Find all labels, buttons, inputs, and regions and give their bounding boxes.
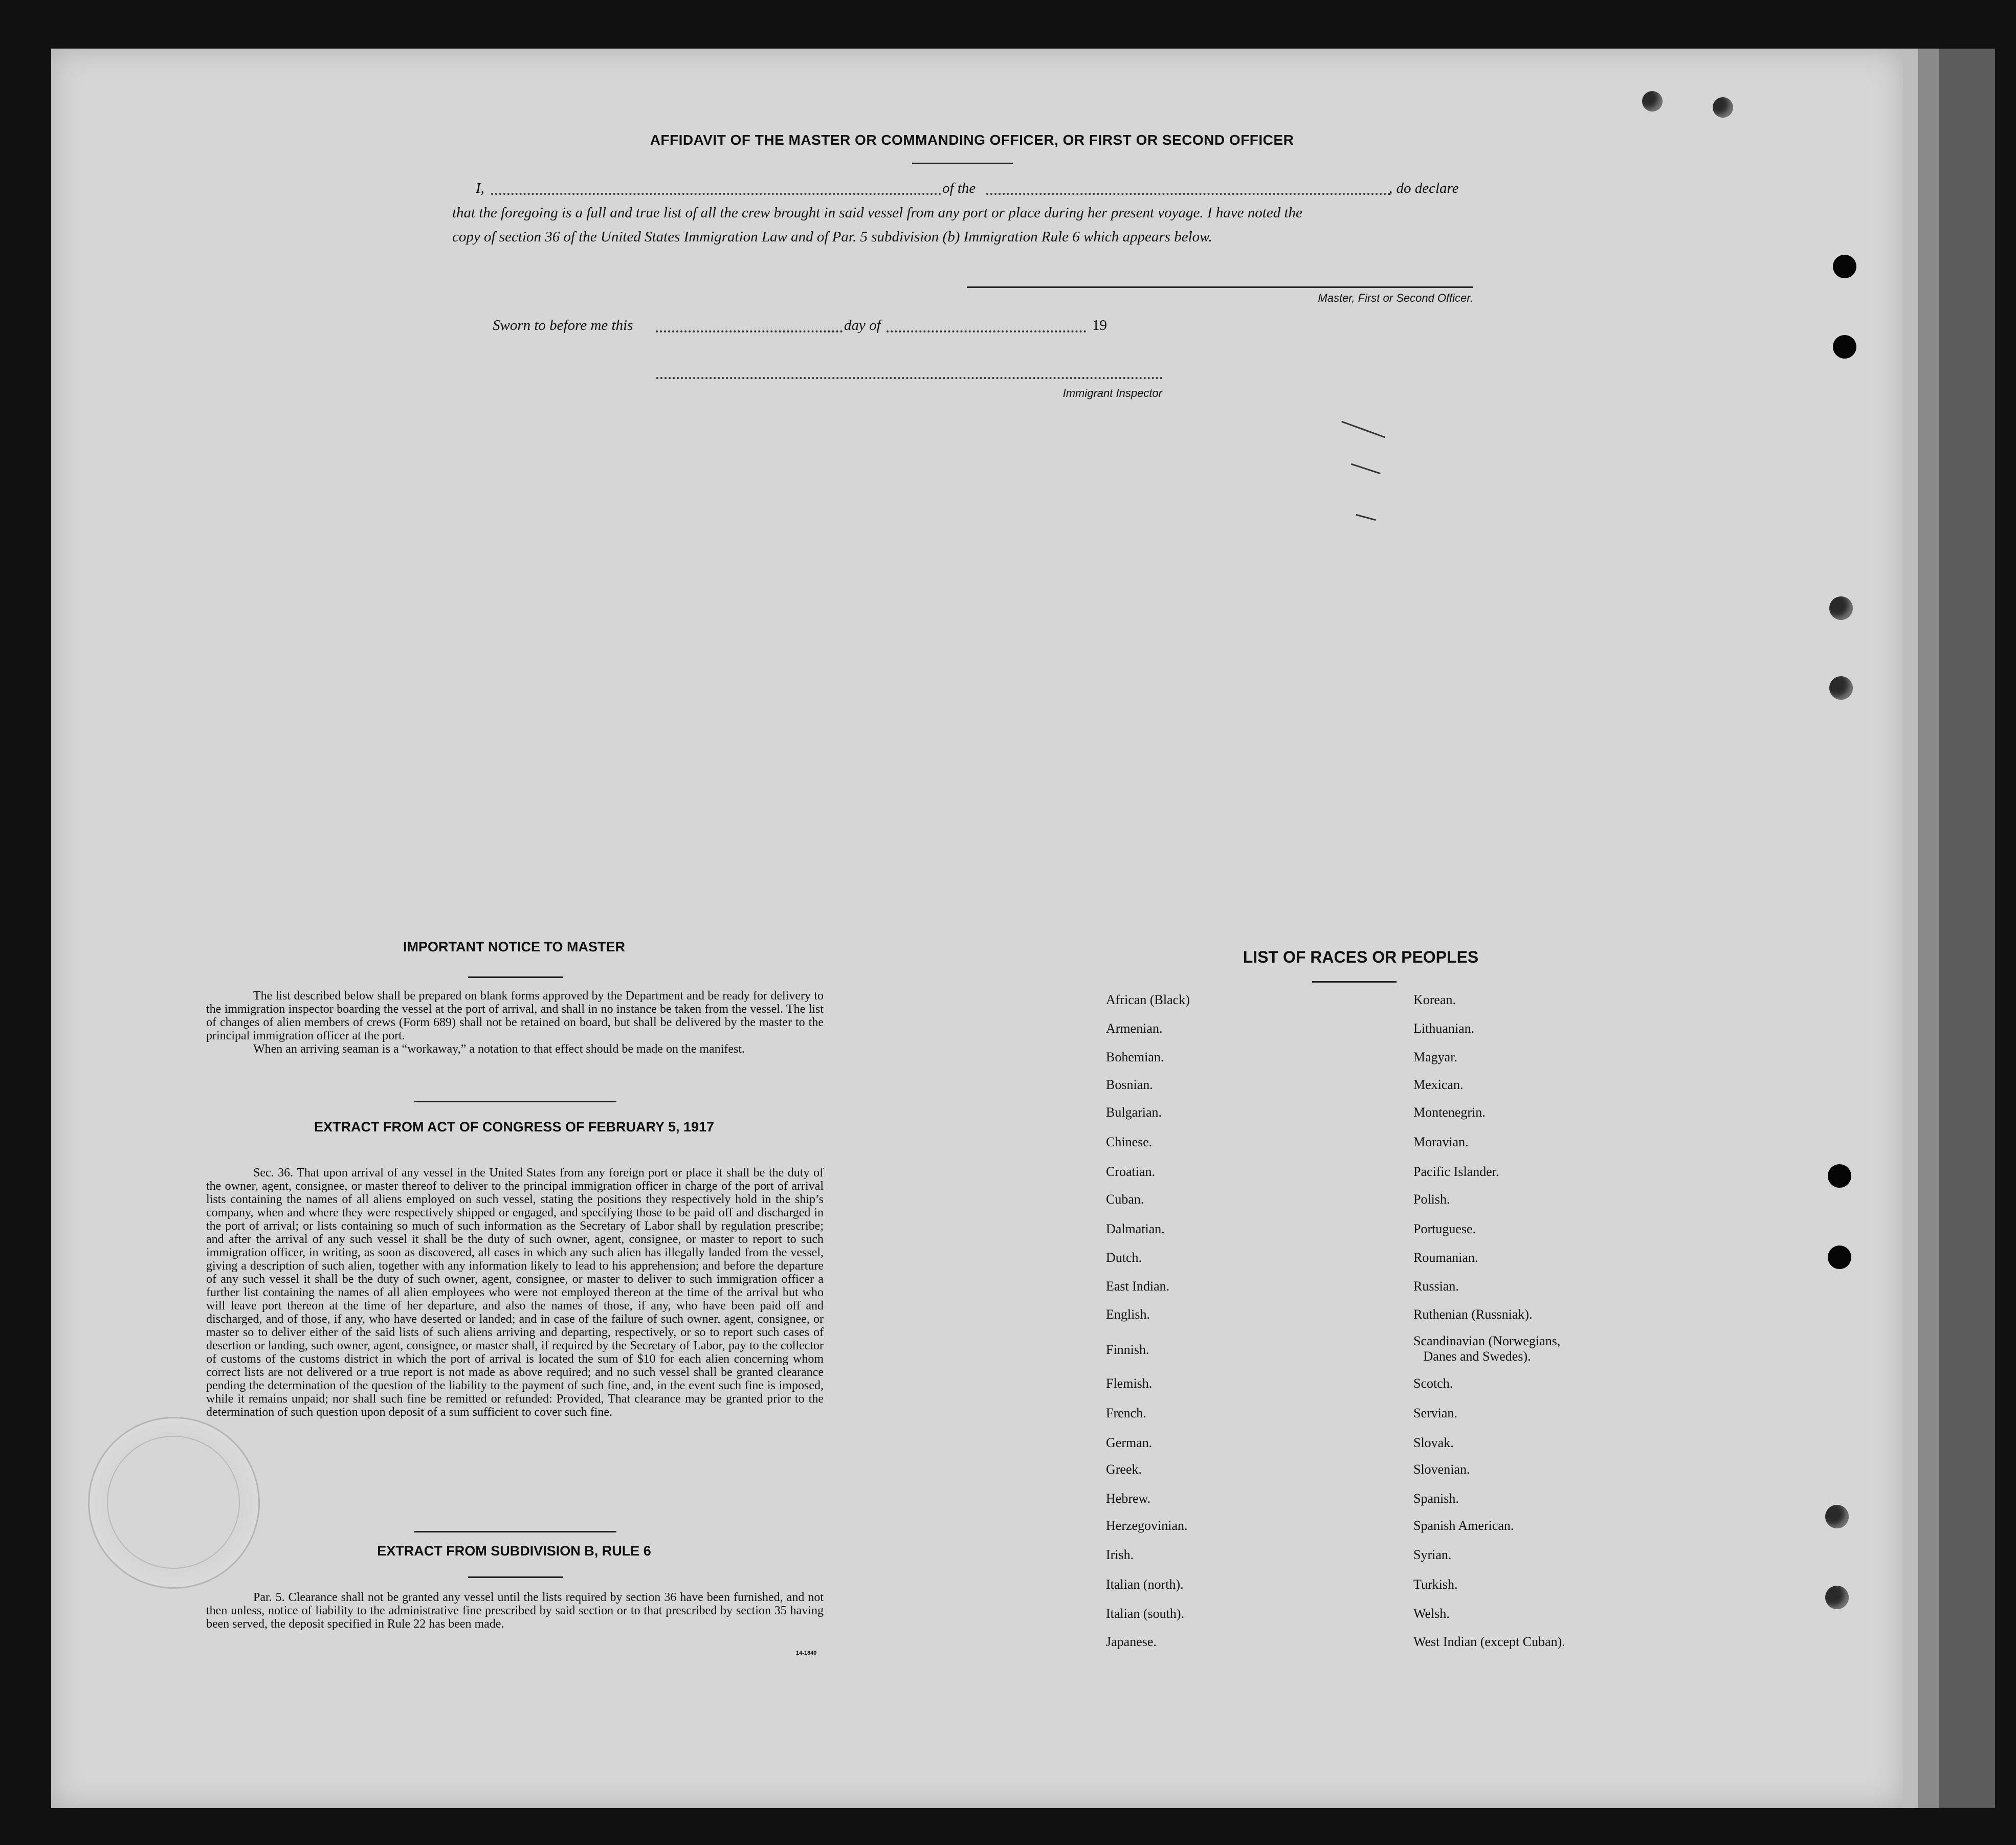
race-right: Scandinavian (Norwegians, Danes and Swedes). (1413, 1333, 1561, 1364)
punch-hole (1828, 1246, 1851, 1269)
punch-hole (1825, 1505, 1849, 1528)
race-left: Japanese. (1106, 1634, 1157, 1649)
race-right: Spanish American. (1413, 1518, 1514, 1533)
race-left: German. (1106, 1435, 1153, 1450)
race-left: East Indian. (1106, 1279, 1170, 1294)
sworn-prefix: Sworn to before me this (493, 317, 633, 334)
rule-extract-body (206, 1591, 824, 1631)
race-left: Hebrew. (1106, 1491, 1151, 1506)
punch-hole (1828, 1164, 1851, 1188)
notice-title: IMPORTANT NOTICE TO MASTER (403, 939, 625, 954)
notice-body (206, 989, 824, 1056)
race-right: Polish. (1413, 1192, 1450, 1207)
punch-hole (1825, 1586, 1849, 1609)
punch-hole (1642, 91, 1663, 112)
sworn-day-of: day of (844, 317, 881, 334)
act-extract-body (206, 1166, 824, 1419)
page-edge (1903, 49, 1918, 1808)
race-right: Montenegrin. (1413, 1105, 1486, 1120)
page-edge-shadow (1918, 49, 1939, 1808)
race-left: Chinese. (1106, 1135, 1153, 1149)
divider (414, 1531, 616, 1532)
punch-hole (1829, 596, 1853, 620)
race-left: Herzegovinian. (1106, 1518, 1188, 1533)
race-left: Armenian. (1106, 1021, 1163, 1036)
race-left: Italian (south). (1106, 1606, 1185, 1621)
sworn-date-field[interactable] (656, 330, 843, 332)
affidavit-of-the: of the (942, 180, 976, 196)
race-right: Ruthenian (Russniak). (1413, 1307, 1533, 1322)
inspector-caption: Immigrant Inspector (1062, 387, 1162, 399)
divider (1312, 981, 1397, 983)
race-right: Spanish. (1413, 1491, 1459, 1506)
sworn-year: 19 (1092, 317, 1107, 334)
race-left: African (Black) (1106, 992, 1190, 1007)
race-right: Pacific Islander. (1413, 1164, 1499, 1179)
act-extract-title: EXTRACT FROM ACT OF CONGRESS OF FEBRUARY 5, 1917 (314, 1119, 715, 1135)
race-right: Servian. (1413, 1406, 1457, 1420)
race-left: Italian (north). (1106, 1577, 1184, 1592)
act-extract-text: Sec. 36. That upon arrival of any vessel in the United States from any foreign port or place it shall be the duty of the owner, agent, consignee, or master thereof to deliver to the principal immigration officer in charge of the port of arrival lists containing the names of all aliens employed on such vessel, stating the positions they respectively hold in the ship’s company, when and where they were respectively shipped or engaged, and specifying those to be paid off and discharged in the port of arrival; or lists containing so much of such information as the Secretary of Labor shall by regulation prescribe; and after the arrival of any such vessel it shall be the duty of such owner, agent, consignee, or master to report to such immigration officer, in writing, as soon as discovered, all cases in which any such alien has illegally landed from the vessel, giving a description of such alien, together with any information likely to lead to his apprehension; and before the departure of any such vessel it shall be the duty of such owner, agent, consignee, or master to deliver to such immigration officer a further list containing the names of all alien employees who were not employed thereon at the time of the arrival but who will leave port thereon at the time of her departure, and also the names of those, if any, who have been paid off and discharged, and of those, if any, who have deserted or landed; and in case of the failure of such owner, agent, consignee, or master so to deliver either of the said lists of such aliens arriving and departing, respectively, or so to report such cases of desertion or landing, such owner, agent, consignee, or master shall, if required by the Secretary of Labor, pay to the collector of customs of the customs district in which the port of arrival is located the sum of $10 for each alien concerning whom correct lists are not delivered or a true report is not made as above required; and no such vessel shall be granted clearance pending the determination of the question of the liability to the payment of such fine, and, in the event such fine is imposed, while it remains unpaid; nor shall such fine be remitted or refunded: Provided, That clearance may be granted prior to the determination of such question upon deposit of a sum sufficient to cover such fine. (206, 1166, 824, 1419)
punch-hole (1833, 255, 1856, 278)
divider (414, 1101, 616, 1102)
race-right: Lithuanian. (1413, 1021, 1475, 1036)
rule-extract-text: Par. 5. Clearance shall not be granted any vessel until the lists required by section 36 have been furnished, and not then unless, notice of liability to the administrative fine prescribed by said section or to that prescribed by section 35 having been served, the deposit specified in Rule 22 has been made. (206, 1591, 824, 1631)
race-left: Croatian. (1106, 1164, 1156, 1179)
affidavit-i: I, (476, 180, 484, 196)
race-right: Scotch. (1413, 1376, 1453, 1391)
race-left: Irish. (1106, 1547, 1134, 1562)
binder-spine (1939, 49, 1995, 1808)
race-right: Roumanian. (1413, 1250, 1478, 1265)
rule-extract-title: EXTRACT FROM SUBDIVISION B, RULE 6 (377, 1543, 651, 1559)
race-right: Syrian. (1413, 1547, 1452, 1562)
race-right: West Indian (except Cuban). (1413, 1634, 1565, 1649)
race-right: Portuguese. (1413, 1221, 1476, 1236)
race-right: Slovak. (1413, 1435, 1454, 1450)
master-signature-line[interactable] (967, 286, 1473, 288)
affidavit-statement-line: that the foregoing is a full and true list of all the crew brought in said vessel from any port or place during her present voyage. I have noted the (452, 205, 1302, 221)
sworn-month-field[interactable] (887, 330, 1086, 332)
form-number: 14-1840 (796, 1650, 817, 1656)
race-right: Moravian. (1413, 1135, 1469, 1149)
race-left: Flemish. (1106, 1376, 1153, 1391)
race-right: Korean. (1413, 992, 1456, 1007)
divider (912, 163, 1013, 164)
race-right: Turkish. (1413, 1577, 1458, 1592)
master-name-field[interactable] (491, 193, 941, 195)
divider (468, 1576, 563, 1578)
affidavit-title: AFFIDAVIT OF THE MASTER OR COMMANDING OFFICER, OR FIRST OR SECOND OFFICER (650, 132, 1294, 148)
race-left: Cuban. (1106, 1192, 1144, 1207)
signer-caption: Master, First or Second Officer. (1318, 292, 1473, 304)
punch-hole (1833, 335, 1856, 359)
race-left: Bohemian. (1106, 1050, 1164, 1064)
race-right: Slovenian. (1413, 1462, 1470, 1477)
inspector-signature-line[interactable] (656, 377, 1163, 379)
race-left: Bosnian. (1106, 1077, 1153, 1092)
race-right: Russian. (1413, 1279, 1459, 1294)
notice-paragraph: When an arriving seaman is a “workaway,” a notation to that effect should be made on the manifest. (253, 1042, 745, 1056)
notice-paragraph: The list described below shall be prepared on blank forms approved by the Department and be ready for delivery to the immigration inspector boarding the vessel at the port of arrival, and shall in no instance be taken from the vessel. The list of changes of alien members of crews (Form 689) shall not be retained on board, but shall be delivered by the master to the principal immigration officer at the port. (206, 989, 824, 1042)
vessel-name-field[interactable] (986, 193, 1390, 195)
race-right: Welsh. (1413, 1606, 1450, 1621)
race-left: Dalmatian. (1106, 1221, 1165, 1236)
punch-hole (1713, 97, 1733, 118)
affidavit-statement-line: copy of section 36 of the United States Immigration Law and of Par. 5 subdivision (b) Immigration Rule 6 which appears below. (452, 229, 1212, 245)
races-title: LIST OF RACES OR PEOPLES (1243, 948, 1479, 966)
race-left: English. (1106, 1307, 1150, 1322)
race-left: French. (1106, 1406, 1146, 1420)
race-right: Magyar. (1413, 1050, 1457, 1064)
race-left: Greek. (1106, 1462, 1142, 1477)
divider (468, 976, 563, 978)
race-left: Finnish. (1106, 1342, 1149, 1357)
affidavit-declare: , do declare (1389, 180, 1459, 196)
race-left: Dutch. (1106, 1250, 1142, 1265)
punch-hole (1829, 676, 1853, 700)
race-left: Bulgarian. (1106, 1105, 1162, 1120)
embossed-seal (88, 1417, 260, 1589)
race-right: Mexican. (1413, 1077, 1464, 1092)
